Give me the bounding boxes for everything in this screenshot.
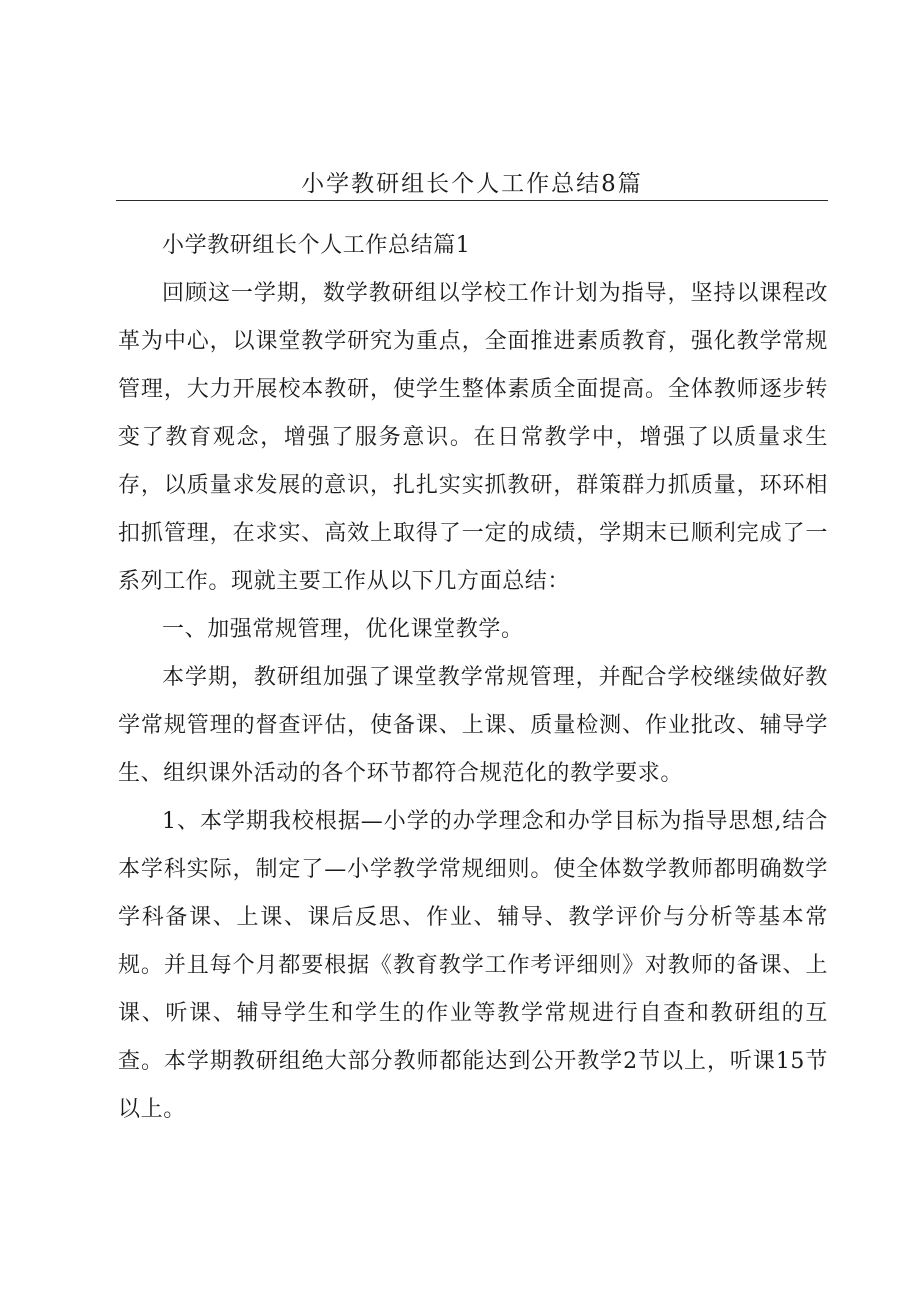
paragraph-section-body: 本学期，教研组加强了课堂教学常规管理，并配合学校继续做好教学常规管理的督查评估，使备课、上课、质量检测、作业批改、辅导学生、组织课外活动的各个环节都符合规范化的教学要求。 — [118, 665, 828, 786]
paragraph-intro: 回顾这一学期，数学教研组以学校工作计划为指导，坚持以课程改革为中心，以课堂教学研究为重点，全面推进素质教育，强化教学常规管理，大力开展校本教研，使学生整体素质全面提高。全体教师逐步转变了教育观念，增强了服务意识。在日常教学中，增强了以质量求生存，以质量求发展的意识，扎扎实实抓教研，群策群力抓质量，环环相扣抓管理，在求实、高效上取得了一定的成绩，学期末已顺利完成了一系列工作。现就主要工作从以下几方面总结： — [118, 281, 828, 594]
document-body — [118, 222, 828, 1134]
paragraph-subtitle: 小学教研组长个人工作总结篇1 — [162, 233, 471, 258]
paragraph-item-1: 1、本学期我校根据—小学的办学理念和办学目标为指导思想,结合本学科实际，制定了—小学教学常规细则。使全体数学教师都明确数学学科备课、上课、课后反思、作业、辅导、教学评价与分析等基本常规。并且每个月都要根据《教育教学工作考评细则》对教师的备课、上课、听课、辅导学生和学生的作业等教学常规进行自查和教研组的互查。本学期教研组绝大部分教师都能达到公开教学2节以上，听课15节以上。 — [118, 809, 828, 1122]
document-title: 小学教研组长个人工作总结8篇 — [301, 171, 643, 197]
title-underline — [116, 200, 828, 201]
section-heading: 一、加强常规管理，优化课堂教学。 — [162, 617, 524, 642]
